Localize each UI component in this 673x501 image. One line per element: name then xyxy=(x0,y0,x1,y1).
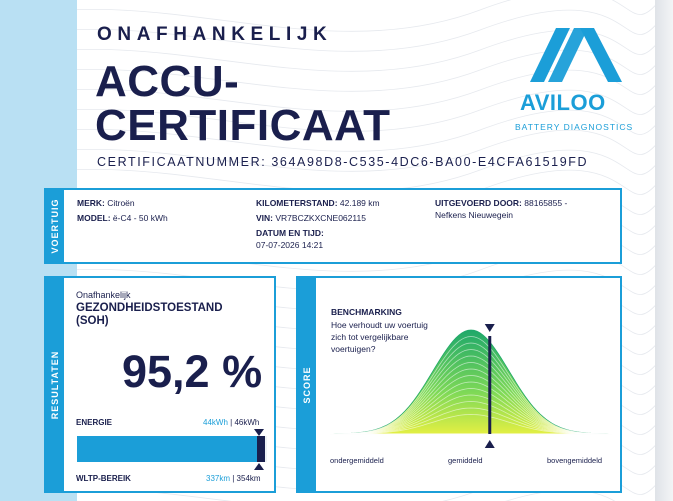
results-section-tab xyxy=(46,278,64,491)
performed-value-line2: Nefkens Nieuwegein xyxy=(435,210,513,220)
mileage-row xyxy=(256,197,380,209)
soh-title-line2: (SOH) xyxy=(76,315,109,327)
energy-label: ENERGIE xyxy=(76,418,113,427)
wltp-label: WLTP-BEREIK xyxy=(76,474,131,483)
energy-values xyxy=(203,418,259,427)
axis-label-average: gemiddeld xyxy=(448,456,483,465)
wltp-current: 337km xyxy=(206,474,231,483)
performed-row xyxy=(435,197,567,221)
date-label: DATUM EN TIJD: xyxy=(256,228,324,238)
soh-small-title: Onafhankelijk xyxy=(76,290,131,300)
vehicle-section-tab xyxy=(46,190,64,262)
model-label: MODEL: xyxy=(77,213,111,223)
model-value: ë-C4 - 50 kWh xyxy=(112,213,168,223)
axis-label-below-average: ondergemiddeld xyxy=(330,456,384,465)
mileage-value: 42.189 km xyxy=(339,198,380,208)
certificate-title-line2: CERTIFICAAT xyxy=(95,101,391,150)
wltp-values xyxy=(206,474,261,483)
page-edge xyxy=(655,0,673,501)
soh-value: 95,2 % xyxy=(122,346,263,397)
aviloo-logo-icon xyxy=(510,24,625,136)
logo-wordmark: AVILOO xyxy=(520,90,606,115)
results-section-label: RESULTATEN xyxy=(50,350,60,419)
certificate-number: CERTIFICAATNUMMER: 364A98D8-C535-4DC6-BA00-E4CFA61519FD xyxy=(97,155,589,169)
soh-title xyxy=(76,302,223,328)
benchmark-question: Hoe verhoudt uw voertuig zich tot vergelijkbare voertuigen? xyxy=(331,320,428,354)
certificate-kicker: ONAFHANKELIJK xyxy=(97,24,333,45)
soh-marker-top-icon xyxy=(254,429,264,436)
soh-progress-max-marker xyxy=(257,436,265,462)
soh-progress-fill xyxy=(77,436,257,462)
performed-value-line1: 88165855 - xyxy=(524,198,568,208)
certificate-title xyxy=(95,57,391,150)
benchmark-marker-top-icon xyxy=(485,324,495,332)
vehicle-section-label: VOERTUIG xyxy=(50,198,60,254)
date-row xyxy=(256,227,324,251)
date-value: 07-07-2026 14:21 xyxy=(256,240,324,250)
soh-title-line1: GEZONDHEIDSTOESTAND xyxy=(76,302,223,314)
logo-tagline: BATTERY DIAGNOSTICS xyxy=(515,122,634,132)
performed-label: UITGEVOERD DOOR: xyxy=(435,198,522,208)
score-section-tab xyxy=(298,278,316,491)
vin-value: VR7BCZKXCNE062115 xyxy=(275,213,366,223)
benchmark-marker-bottom-icon xyxy=(485,440,495,448)
model-row xyxy=(77,212,168,224)
vin-label: VIN: xyxy=(256,213,273,223)
soh-marker-bottom-icon xyxy=(254,463,264,470)
energy-current: 44kWh xyxy=(203,418,228,427)
make-label: MERK: xyxy=(77,198,105,208)
wltp-separator: | xyxy=(230,474,237,483)
soh-progress-bar xyxy=(77,436,267,462)
wltp-max: 354km xyxy=(236,474,261,483)
make-value: Citroën xyxy=(107,198,135,208)
mileage-label: KILOMETERSTAND: xyxy=(256,198,338,208)
vin-row xyxy=(256,212,366,224)
energy-max: 46kWh xyxy=(234,418,260,427)
score-section-label: SCORE xyxy=(302,365,312,404)
energy-separator: | xyxy=(227,418,235,427)
axis-label-above-average: bovengemiddeld xyxy=(547,456,603,465)
certificate-title-line1: ACCU- xyxy=(95,57,240,106)
make-row xyxy=(77,197,135,209)
benchmark-title: BENCHMARKING xyxy=(331,307,402,317)
